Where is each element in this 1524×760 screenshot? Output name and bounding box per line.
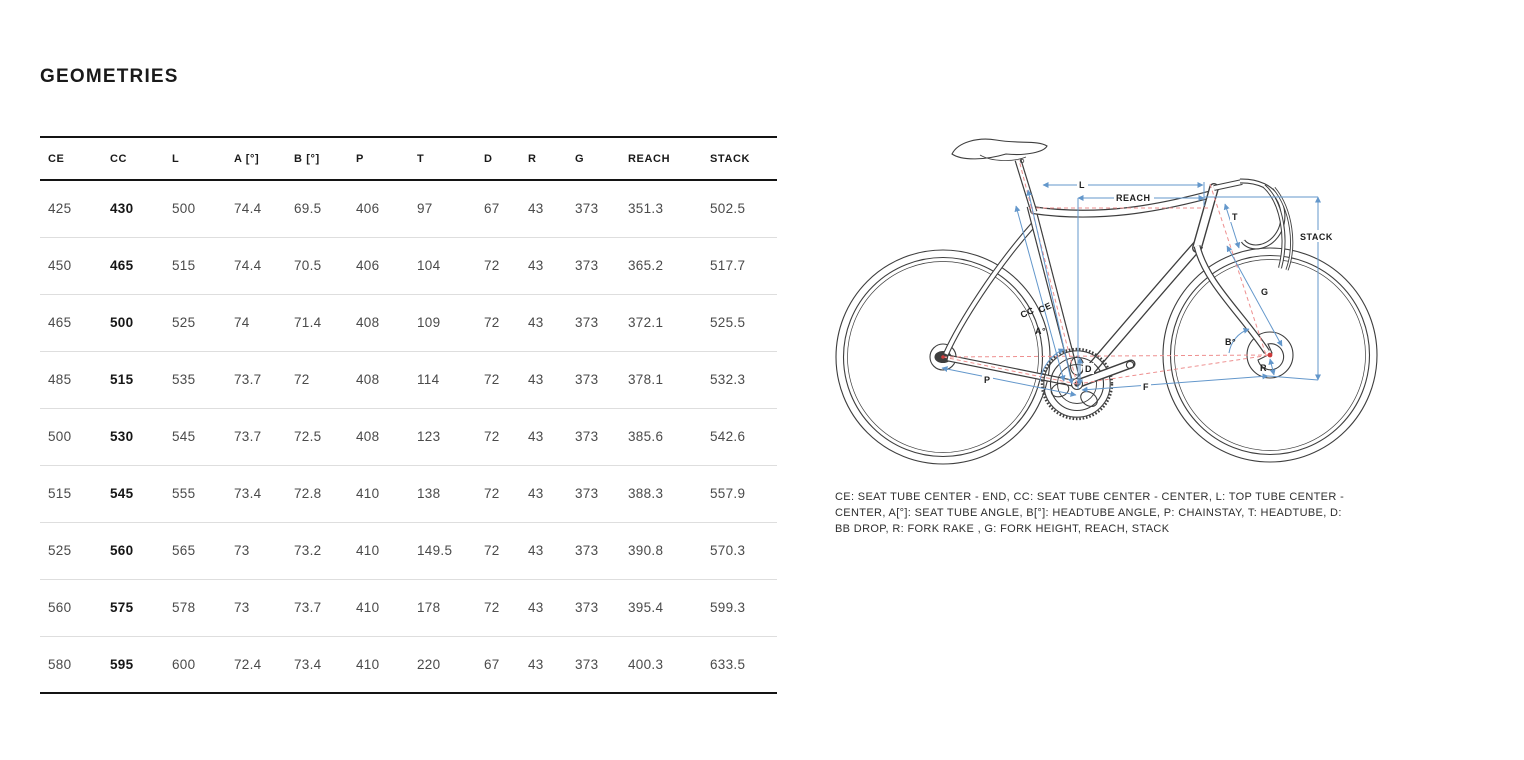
table-cell: 545 xyxy=(110,465,172,522)
label-reach: REACH xyxy=(1116,193,1151,203)
table-cell: 542.6 xyxy=(710,408,777,465)
table-row xyxy=(40,180,777,237)
table-cell: 410 xyxy=(356,465,417,522)
table-cell: 600 xyxy=(172,636,234,693)
table-cell: 72.5 xyxy=(294,408,356,465)
label-stack: STACK xyxy=(1300,232,1333,242)
label-t: T xyxy=(1232,212,1238,222)
table-cell: 485 xyxy=(40,351,110,408)
saddle-icon xyxy=(952,139,1047,163)
table-row xyxy=(40,636,777,693)
table-cell: 43 xyxy=(528,522,575,579)
column-header: D xyxy=(484,137,528,180)
column-header: CC xyxy=(110,137,172,180)
table-cell: 500 xyxy=(40,408,110,465)
table-cell: 525.5 xyxy=(710,294,777,351)
table-cell: 220 xyxy=(417,636,484,693)
label-cc: CC xyxy=(1018,305,1036,320)
table-cell: 515 xyxy=(172,237,234,294)
column-header: L xyxy=(172,137,234,180)
table-cell: 410 xyxy=(356,636,417,693)
column-header: P xyxy=(356,137,417,180)
table-cell: 465 xyxy=(110,237,172,294)
table-cell: 430 xyxy=(110,180,172,237)
table-cell: 530 xyxy=(110,408,172,465)
table-cell: 74.4 xyxy=(234,180,294,237)
table-cell: 351.3 xyxy=(628,180,710,237)
table-cell: 532.3 xyxy=(710,351,777,408)
table-cell: 373 xyxy=(575,408,628,465)
table-cell: 104 xyxy=(417,237,484,294)
table-cell: 138 xyxy=(417,465,484,522)
table-body xyxy=(40,180,777,693)
table-cell: 43 xyxy=(528,237,575,294)
label-b: B° xyxy=(1225,337,1237,347)
front-axle-dot xyxy=(1268,353,1273,358)
table-cell: 515 xyxy=(110,351,172,408)
table-cell: 555 xyxy=(172,465,234,522)
table-cell: 178 xyxy=(417,579,484,636)
table-cell: 373 xyxy=(575,522,628,579)
table-cell: 43 xyxy=(528,579,575,636)
table-cell: 365.2 xyxy=(628,237,710,294)
page-title: GEOMETRIES xyxy=(40,66,179,87)
table-cell: 406 xyxy=(356,237,417,294)
column-header: CE xyxy=(40,137,110,180)
table-cell: 465 xyxy=(40,294,110,351)
crankset-icon xyxy=(1042,349,1134,419)
table-cell: 525 xyxy=(172,294,234,351)
table-cell: 373 xyxy=(575,351,628,408)
table-cell: 72 xyxy=(484,522,528,579)
label-d: D xyxy=(1085,364,1092,374)
geometry-table xyxy=(40,136,777,694)
table-cell: 73.7 xyxy=(234,351,294,408)
table-cell: 408 xyxy=(356,294,417,351)
table-cell: 372.1 xyxy=(628,294,710,351)
table-cell: 67 xyxy=(484,636,528,693)
table-cell: 67 xyxy=(484,180,528,237)
table-cell: 72 xyxy=(484,237,528,294)
table-cell: 72.4 xyxy=(234,636,294,693)
column-header: G xyxy=(575,137,628,180)
table-cell: 73.4 xyxy=(294,636,356,693)
table-row xyxy=(40,294,777,351)
column-header: B [°] xyxy=(294,137,356,180)
table-cell: 633.5 xyxy=(710,636,777,693)
table-cell: 373 xyxy=(575,579,628,636)
table-row xyxy=(40,579,777,636)
table-cell: 560 xyxy=(110,522,172,579)
table-cell: 72 xyxy=(484,294,528,351)
table-cell: 373 xyxy=(575,465,628,522)
table-cell: 406 xyxy=(356,180,417,237)
table-cell: 373 xyxy=(575,180,628,237)
table-cell: 71.4 xyxy=(294,294,356,351)
table-cell: 385.6 xyxy=(628,408,710,465)
table-cell: 43 xyxy=(528,180,575,237)
table-cell: 73 xyxy=(234,522,294,579)
table-cell: 73.7 xyxy=(294,579,356,636)
table-cell: 395.4 xyxy=(628,579,710,636)
table-cell: 578 xyxy=(172,579,234,636)
table-cell: 373 xyxy=(575,294,628,351)
table-cell: 500 xyxy=(110,294,172,351)
table-row xyxy=(40,408,777,465)
table-cell: 74 xyxy=(234,294,294,351)
table-row xyxy=(40,237,777,294)
table-cell: 43 xyxy=(528,636,575,693)
table-cell: 70.5 xyxy=(294,237,356,294)
table-cell: 378.1 xyxy=(628,351,710,408)
table-cell: 74.4 xyxy=(234,237,294,294)
table-cell: 599.3 xyxy=(710,579,777,636)
table-cell: 570.3 xyxy=(710,522,777,579)
table-cell: 73.4 xyxy=(234,465,294,522)
table-row xyxy=(40,465,777,522)
label-p: P xyxy=(984,375,991,385)
handlebar-icon xyxy=(1240,181,1292,270)
table-cell: 72 xyxy=(484,351,528,408)
column-header: R xyxy=(528,137,575,180)
table-cell: 43 xyxy=(528,408,575,465)
table-cell: 43 xyxy=(528,294,575,351)
table-cell: 517.7 xyxy=(710,237,777,294)
bike-diagram-svg xyxy=(830,118,1390,483)
table-cell: 373 xyxy=(575,636,628,693)
table-cell: 73.7 xyxy=(234,408,294,465)
label-g: G xyxy=(1261,287,1269,297)
label-a: A° xyxy=(1035,326,1047,336)
table-header-row xyxy=(40,137,777,180)
table-cell: 72.8 xyxy=(294,465,356,522)
table-cell: 123 xyxy=(417,408,484,465)
table-cell: 72 xyxy=(484,579,528,636)
table-cell: 450 xyxy=(40,237,110,294)
diagram-caption: CE: SEAT TUBE CENTER - END, CC: SEAT TUBE CENTER - CENTER, L: TOP TUBE CENTER - CENTER, A[°]: SEAT TUBE ANGLE, B[°]: HEADTUBE ANGLE, P: CHAINSTAY, T: HEADTUBE, D: BB DROP, R: FORK RAKE , G: FORK HEIGHT, REACH, STACK xyxy=(835,491,1345,535)
column-header: STACK xyxy=(710,137,777,180)
table-row xyxy=(40,351,777,408)
table-cell: 73 xyxy=(234,579,294,636)
table-cell: 565 xyxy=(172,522,234,579)
table-cell: 560 xyxy=(40,579,110,636)
table-cell: 525 xyxy=(40,522,110,579)
table-cell: 72 xyxy=(484,465,528,522)
column-header: REACH xyxy=(628,137,710,180)
table-cell: 595 xyxy=(110,636,172,693)
table-cell: 72 xyxy=(484,408,528,465)
table-cell: 502.5 xyxy=(710,180,777,237)
table-cell: 500 xyxy=(172,180,234,237)
table-cell: 373 xyxy=(575,237,628,294)
table-cell: 425 xyxy=(40,180,110,237)
table-cell: 545 xyxy=(172,408,234,465)
table-cell: 114 xyxy=(417,351,484,408)
table-cell: 69.5 xyxy=(294,180,356,237)
bike-outline xyxy=(836,139,1377,464)
table-cell: 535 xyxy=(172,351,234,408)
table-cell: 109 xyxy=(417,294,484,351)
rear-axle-dot xyxy=(941,355,945,359)
label-f: F xyxy=(1143,382,1149,392)
label-ce: CE xyxy=(1036,300,1054,315)
table-cell: 97 xyxy=(417,180,484,237)
table-cell: 410 xyxy=(356,522,417,579)
table-cell: 408 xyxy=(356,408,417,465)
table-cell: 408 xyxy=(356,351,417,408)
label-l: L xyxy=(1079,180,1085,190)
column-header: A [°] xyxy=(234,137,294,180)
table-cell: 388.3 xyxy=(628,465,710,522)
table-cell: 390.8 xyxy=(628,522,710,579)
label-r: R xyxy=(1260,363,1267,373)
table-cell: 43 xyxy=(528,465,575,522)
table-cell: 575 xyxy=(110,579,172,636)
table-row xyxy=(40,522,777,579)
table-cell: 72 xyxy=(294,351,356,408)
table-cell: 410 xyxy=(356,579,417,636)
table-cell: 73.2 xyxy=(294,522,356,579)
table-cell: 400.3 xyxy=(628,636,710,693)
table-cell: 557.9 xyxy=(710,465,777,522)
bike-geometry-diagram xyxy=(830,118,1390,483)
column-header: T xyxy=(417,137,484,180)
table-cell: 580 xyxy=(40,636,110,693)
table-cell: 149.5 xyxy=(417,522,484,579)
table-cell: 43 xyxy=(528,351,575,408)
table-cell: 515 xyxy=(40,465,110,522)
